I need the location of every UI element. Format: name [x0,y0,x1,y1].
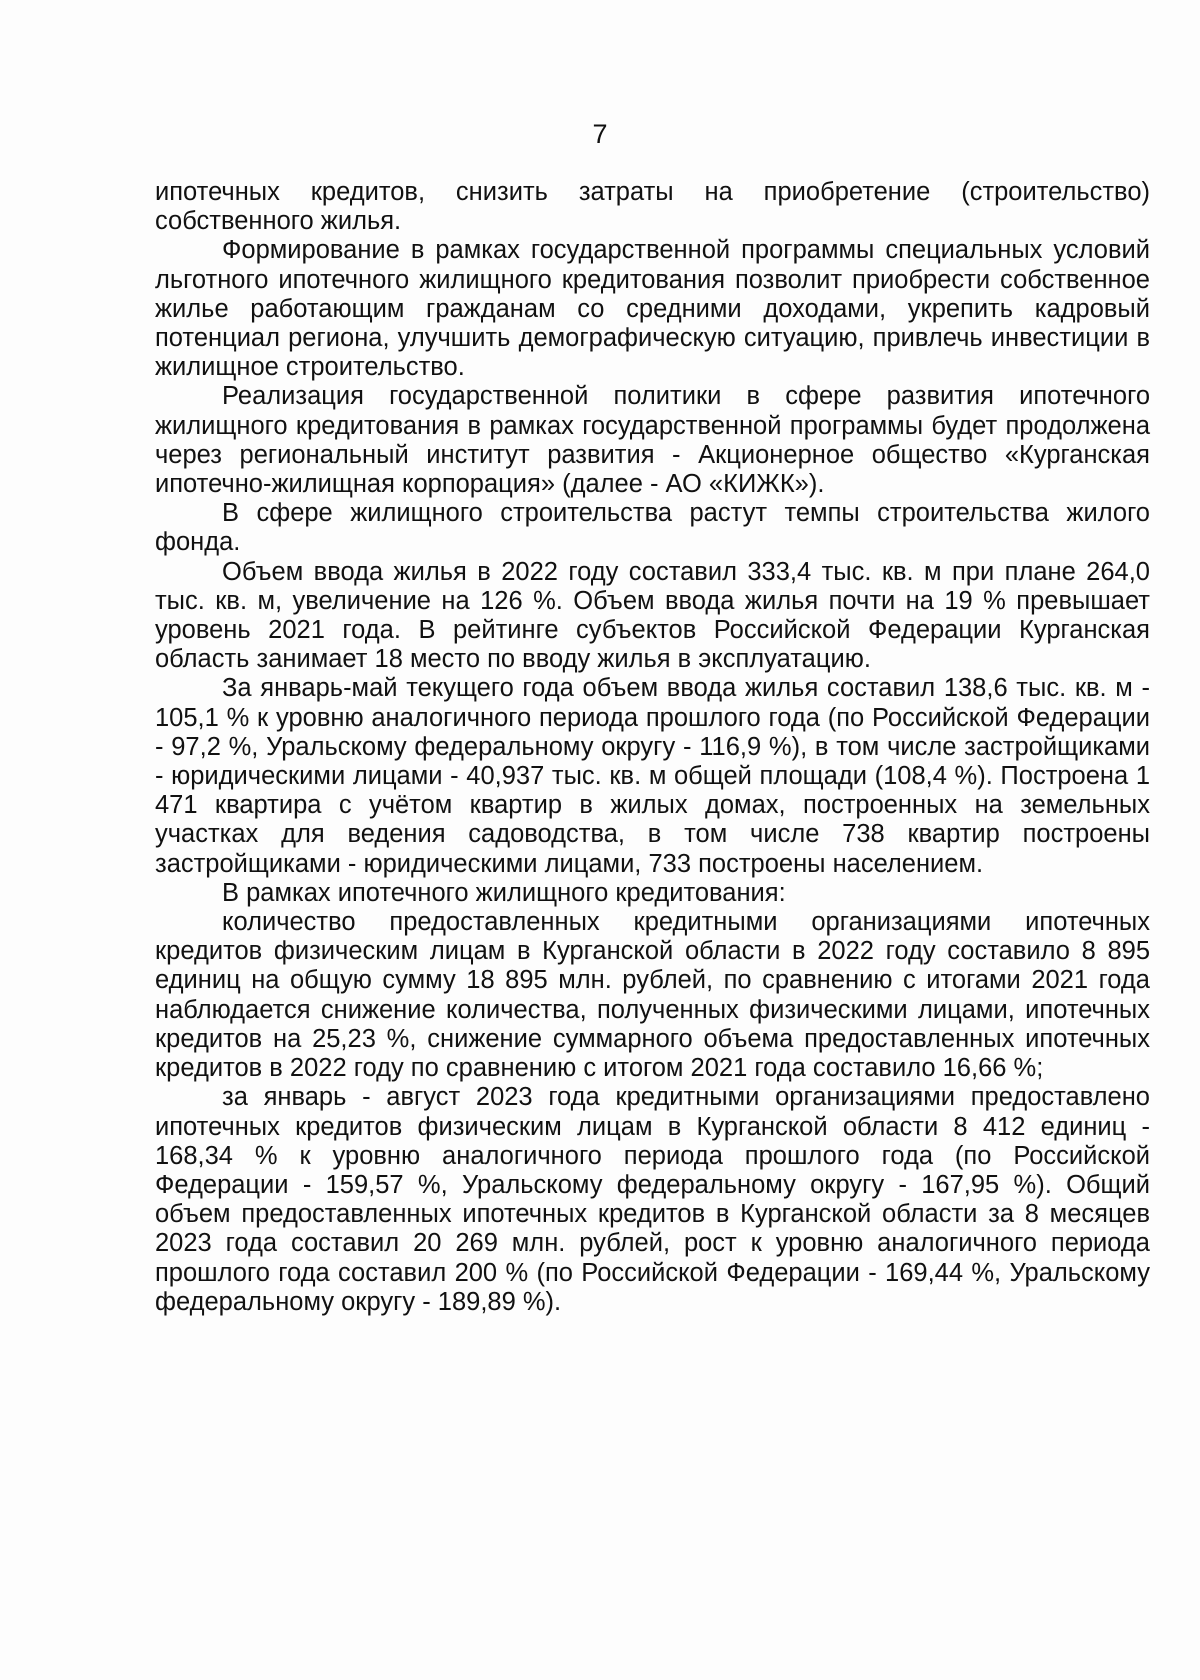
page-number: 7 [592,119,608,149]
paragraph-policy-implementation: Реализация государственной политики в сфере развития ипотечного жилищного кредитования в рамках государственной программы будет продолжена через региональный институт развития - Акционерное общество «Курганская ипотечно-жилищная корпорация» (далее - АО «КИЖК»). [155,382,1150,499]
paragraph-mortgage-2022: количество предоставленных кредитными организациями ипотечных кредитов физическим лицам в Курганской области в 2022 году составило 8 895 единиц на общую сумму 18 895 млн. рублей, по сравнению с итогами 2021 года наблюдается снижение количества, полученных физическими лицами, ипотечных кредитов на 25,23 %, снижение суммарного объема предоставленных ипотечных кредитов в 2022 году по сравнению с итогом 2021 года составило 16,66 %; [155,908,1150,1083]
paragraph-housing-volume-2022: Объем ввода жилья в 2022 году составил 333,4 тыс. кв. м при плане 264,0 тыс. кв. м, увеличение на 126 %. Объем ввода жилья почти на 19 % превышает уровень 2021 года. В рейтинге субъектов Российской Федерации Курганская область занимает 18 место по вводу жилья в эксплуатацию. [155,557,1150,674]
document-body [155,178,1150,1317]
paragraph-construction-pace: В сфере жилищного строительства растут темпы строительства жилого фонда. [155,499,1150,557]
paragraph-mortgage-jan-aug-2023: за январь - август 2023 года кредитными организациями предоставлено ипотечных кредитов физическим лицам в Курганской области 8 412 единиц - 168,34 % к уровню аналогичного периода прошлого года (по Российской Федерации - 159,57 %, Уральскому федеральному округу - 167,95 %). Общий объем предоставленных ипотечных кредитов в Курганской области за 8 месяцев 2023 года составил 20 269 млн. рублей, рост к уровню аналогичного периода прошлого года составил 200 % (по Российской Федерации - 169,44 %, Уральскому федеральному округу - 189,89 %). [155,1083,1150,1316]
paragraph-program-conditions: Формирование в рамках государственной программы специальных условий льготного ипотечного жилищного кредитования позволит приобрести собственное жилье работающим гражданам со средними доходами, укрепить кадровый потенциал региона, улучшить демографическую ситуацию, привлечь инвестиции в жилищное строительство. [155,236,1150,382]
paragraph-housing-jan-may: За январь-май текущего года объем ввода жилья составил 138,6 тыс. кв. м - 105,1 % к уровню аналогичного периода прошлого года (по Российской Федерации - 97,2 %, Уральскому федеральному округу - 116,9 %), в том числе застройщиками - юридическими лицами - 40,937 тыс. кв. м общей площади (108,4 %). Построена 1 471 квартира с учётом квартир в жилых домах, построенных на земельных участках для ведения садоводства, в том числе 738 квартир построены застройщиками - юридическими лицами, 733 построены населением. [155,674,1150,878]
paragraph-mortgage-intro: В рамках ипотечного жилищного кредитования: [222,878,786,907]
paragraph-continuation: ипотечных кредитов, снизить затраты на приобретение (строительство) собственного жилья. [155,178,1150,236]
